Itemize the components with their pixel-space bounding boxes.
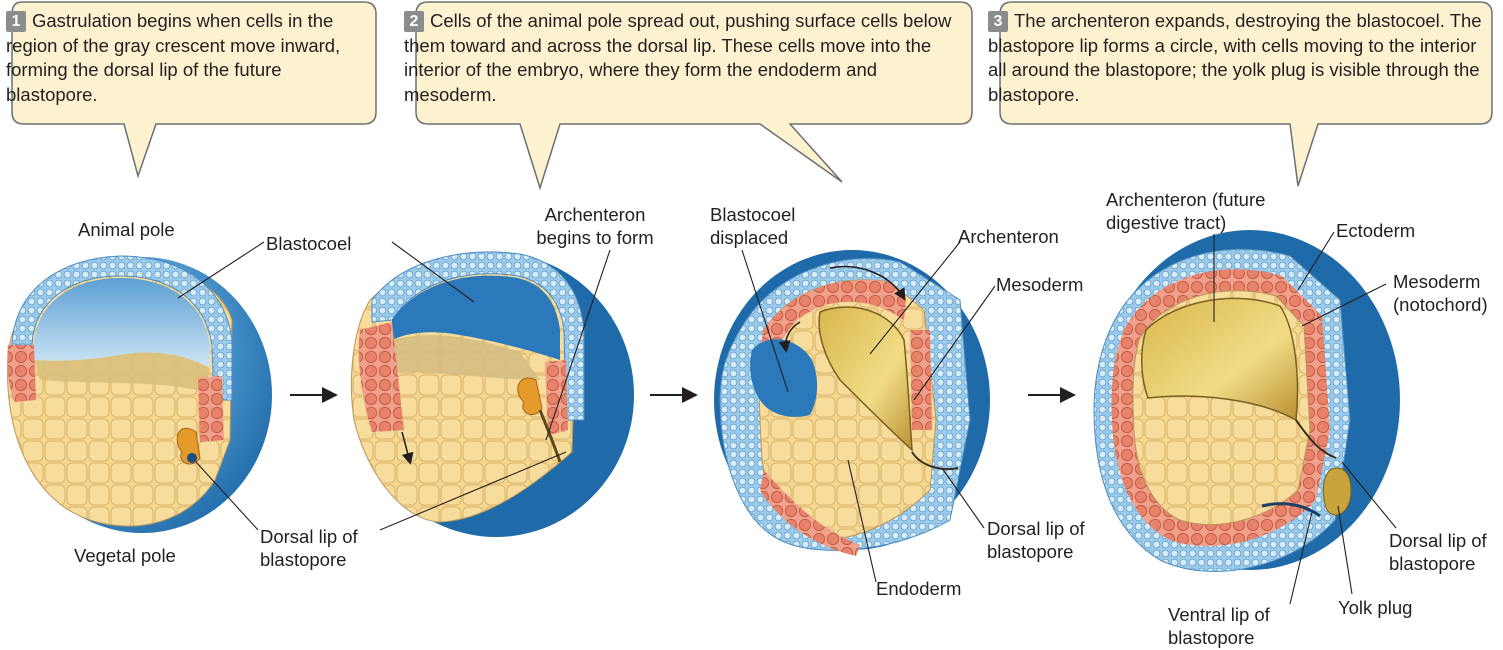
label-animal-pole: Animal pole [78, 219, 175, 240]
label-vegetal-pole: Vegetal pole [74, 545, 176, 566]
label-mesoderm-notochord: Mesoderm (notochord) [1393, 271, 1488, 315]
step-3-callout [988, 9, 1482, 107]
label-ventral-lip: Ventral lip of blastopore [1168, 604, 1270, 648]
embryo-stage-3 [714, 250, 990, 556]
step-2-badge: 2 [404, 11, 424, 32]
step-3-text: The archenteron expands, destroying the blastocoel. The blastopore lip forms a circle, with cells moving to the interior all around the blastopore; the yolk plug is visible through the blastopore. [988, 10, 1482, 105]
label-mesoderm: Mesoderm [996, 274, 1084, 295]
label-ectoderm: Ectoderm [1336, 220, 1416, 241]
embryo-stage-1 [7, 256, 272, 533]
step-1-callout [6, 9, 374, 107]
label-dorsal-lip-3: Dorsal lip of blastopore [1389, 530, 1487, 574]
embryo-stage-4 [1094, 230, 1400, 571]
step-3-badge: 3 [988, 11, 1008, 32]
label-yolk-plug: Yolk plug [1338, 597, 1413, 618]
label-endoderm: Endoderm [876, 578, 962, 599]
label-dorsal-lip-2: Dorsal lip of blastopore [987, 518, 1085, 562]
step-2-text: Cells of the animal pole spread out, pushing surface cells below them toward and across the dorsal lip. These cells move into the interior of the embryo, where they form the endoderm and mesoderm. [404, 10, 952, 105]
label-archenteron-begins: Archenteron begins to form [536, 204, 654, 248]
label-archenteron-future: Archenteron (future digestive tract) [1106, 189, 1266, 233]
embryo-stage-2 [351, 252, 634, 537]
step-1-text: Gastrulation begins when cells in the region of the gray crescent move inward, forming the dorsal lip of the future blastopore. [6, 10, 341, 105]
step-2-callout [404, 9, 960, 107]
label-blastocoel-displaced: Blastocoel displaced [710, 204, 796, 248]
label-blastocoel: Blastocoel [266, 233, 352, 254]
step-1-badge: 1 [6, 11, 26, 32]
label-dorsal-lip-1: Dorsal lip of blastopore [260, 526, 358, 570]
label-archenteron: Archenteron [958, 226, 1059, 247]
